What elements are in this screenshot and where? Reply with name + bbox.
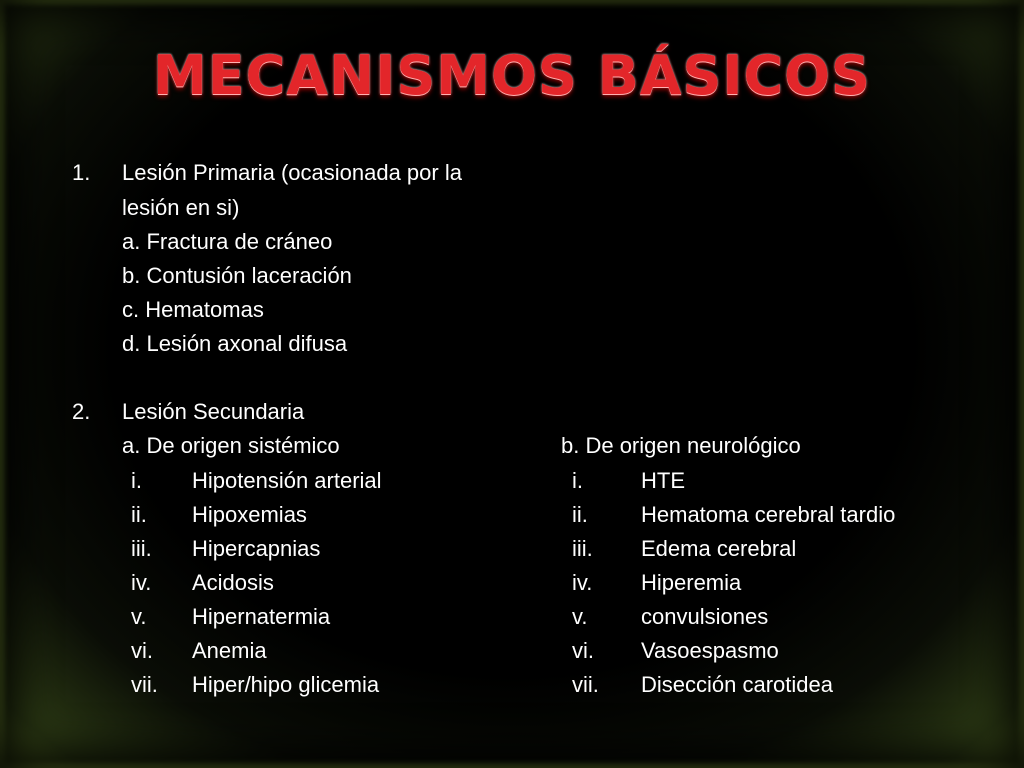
right-item-number: i. bbox=[572, 468, 583, 493]
left-item-text: Hiper/hipo glicemia bbox=[192, 672, 380, 697]
left-item-text: Hipotensión arterial bbox=[192, 468, 382, 493]
section1-number: 1. bbox=[72, 160, 91, 185]
section1-item: c. Hematomas bbox=[122, 297, 264, 322]
section1-heading-line1: Lesión Primaria (ocasionada por la bbox=[122, 160, 462, 185]
right-item-text: Edema cerebral bbox=[641, 536, 797, 561]
left-item-text: Acidosis bbox=[192, 570, 274, 595]
right-item-number: vii. bbox=[572, 672, 599, 697]
section1-item: b. Contusión laceración bbox=[122, 263, 352, 288]
left-item-text: Hipercapnias bbox=[192, 536, 321, 561]
left-item-number: vii. bbox=[131, 672, 158, 697]
left-item-number: vi. bbox=[131, 638, 153, 663]
right-item-text: Vasoespasmo bbox=[641, 638, 779, 663]
right-item-text: HTE bbox=[641, 468, 685, 493]
right-item-number: ii. bbox=[572, 502, 588, 527]
right-item-number: iii. bbox=[572, 536, 593, 561]
section2-right-heading: b. De origen neurológico bbox=[561, 433, 801, 458]
left-item-number: ii. bbox=[131, 502, 147, 527]
left-item-number: i. bbox=[131, 468, 142, 493]
section2-left-heading: a. De origen sistémico bbox=[122, 433, 340, 458]
right-item-number: v. bbox=[572, 604, 588, 629]
section1-item: d. Lesión axonal difusa bbox=[122, 331, 348, 356]
left-item-text: Hipernatermia bbox=[192, 604, 331, 629]
slide-title-text: MECANISMOS BÁSICOS bbox=[153, 44, 871, 107]
right-item-text: convulsiones bbox=[641, 604, 769, 629]
section2-heading: Lesión Secundaria bbox=[122, 399, 305, 424]
right-item-number: vi. bbox=[572, 638, 594, 663]
section1-item: a. Fractura de cráneo bbox=[122, 229, 333, 254]
section1-heading-line2: lesión en si) bbox=[122, 195, 240, 220]
section2-number: 2. bbox=[72, 399, 91, 424]
slide-title bbox=[0, 44, 1024, 107]
right-item-text: Hiperemia bbox=[641, 570, 742, 595]
left-item-text: Anemia bbox=[192, 638, 267, 663]
right-item-text: Disección carotidea bbox=[641, 672, 833, 697]
right-item-text: Hematoma cerebral tardio bbox=[641, 502, 896, 527]
left-item-number: v. bbox=[131, 604, 147, 629]
right-item-number: iv. bbox=[572, 570, 593, 595]
left-item-number: iii. bbox=[131, 536, 152, 561]
left-item-text: Hipoxemias bbox=[192, 502, 307, 527]
left-item-number: iv. bbox=[131, 570, 152, 595]
